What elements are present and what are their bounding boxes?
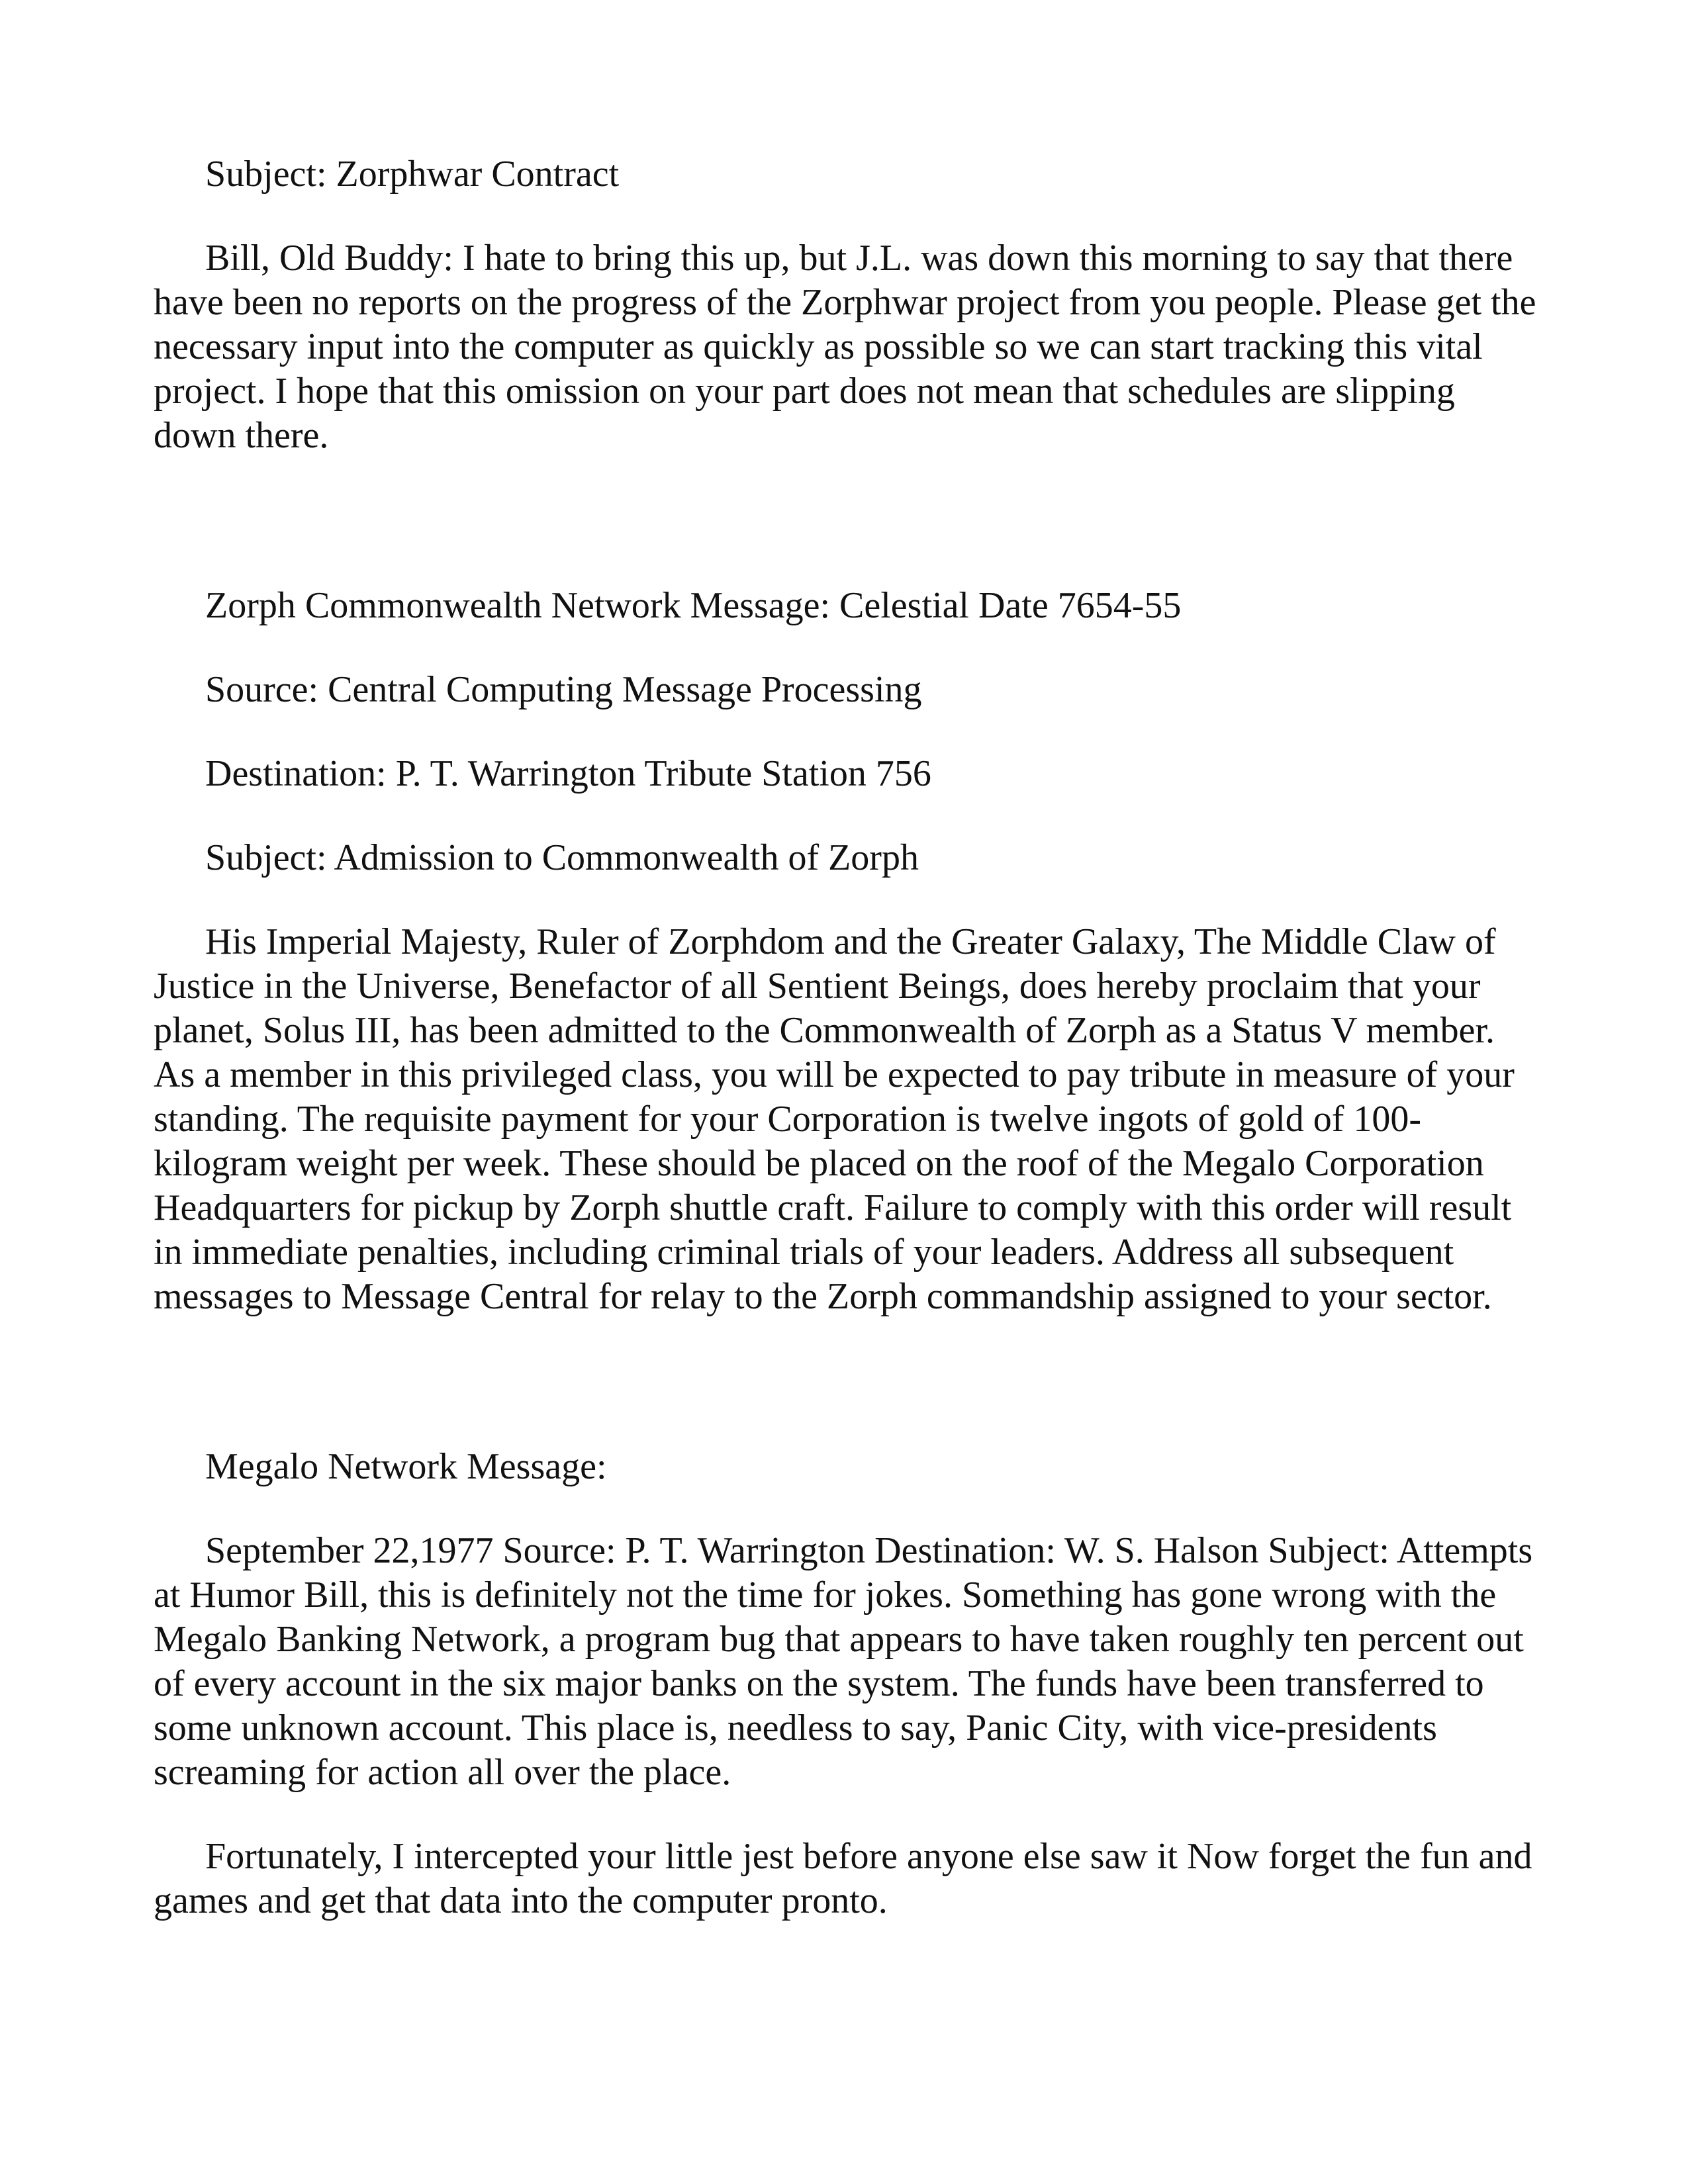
zorph-message-body: His Imperial Majesty, Ruler of Zorphdom and the Greater Galaxy, The Middle Claw of Justice in the Universe, Benefactor of all Sentient Beings, does hereby proclaim that your planet, Solus III, has been admitted to the Commonwealth of Zorph as a Status V member. As a member in this privileged class, you will be expected to pay tribute in measure of your standing. The requisite payment for your Corporation is twelve ingots of gold of 100-kilogram weight per week. These should be placed on the roof of the Megalo Corporation Headquarters for pickup by Zorph shuttle craft. Failure to comply with this order will result in immediate penalties, including criminal trials of your leaders. Address all subsequent messages to Message Central for relay to the Zorph commandship assigned to your sector. (154, 921, 1515, 1317)
megalo-message-body: September 22,1977 Source: P. T. Warrington Destination: W. S. Halson Subject: Attempts at Humor Bill, this is definitely not the time for jokes. Something has gone wrong with the Megalo Banking Network, a program bug that appears to have taken roughly ten percent out of every account in the six major banks on the system. The funds have been transferred to some unknown account. This place is, needless to say, Panic City, with vice-presidents screaming for action all over the place. (154, 1530, 1533, 1793)
megalo-message-closing: Fortunately, I intercepted your little jest before anyone else saw it Now forget the fun and games and get that data into the computer pronto. (154, 1836, 1532, 1921)
zorph-message-source: Source: Central Computing Message Processing (205, 669, 922, 710)
zorph-message-destination: Destination: P. T. Warrington Tribute Station 756 (205, 753, 931, 794)
megalo-message-header: Megalo Network Message: (205, 1446, 607, 1487)
memo-subject: Subject: Zorphwar Contract (205, 154, 620, 195)
memo-body: Bill, Old Buddy: I hate to bring this up, but J.L. was down this morning to say that there have been no reports on the progress of the Zorphwar project from you people. Please get the necessary input into the computer as quickly as possible so we can start tracking this vital project. I hope that this omission on your part does not mean that schedules are slipping down there. (154, 238, 1536, 456)
document-body (154, 152, 1537, 1923)
zorph-message-subject: Subject: Admission to Commonwealth of Zorph (205, 837, 919, 878)
zorph-message-header: Zorph Commonwealth Network Message: Celestial Date 7654-55 (205, 585, 1182, 626)
